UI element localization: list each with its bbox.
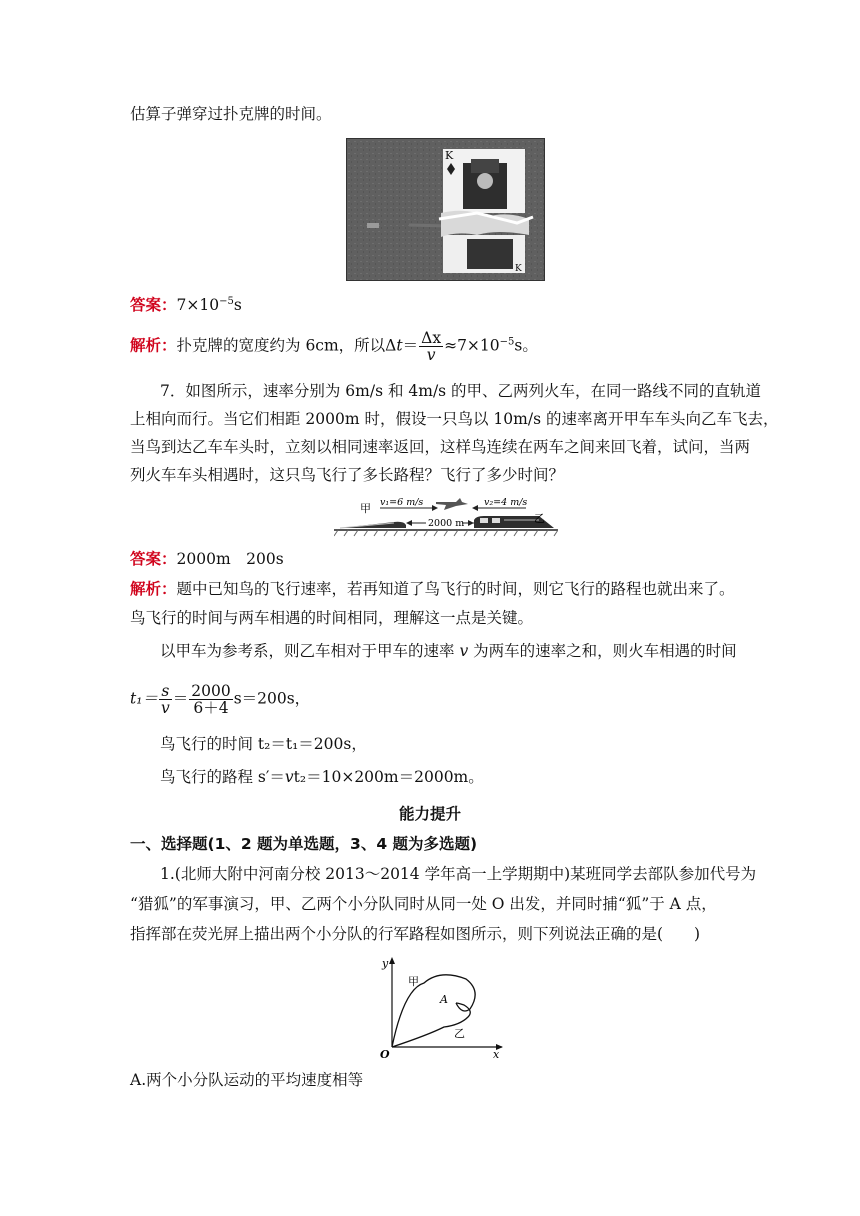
answer-value: 7×10 xyxy=(176,296,220,315)
eq3-v: v xyxy=(284,768,294,786)
playing-card-image xyxy=(347,139,544,280)
q1-line-1: 1.(北师大附中河南分校 2013～2014 学年高一上学期期中)某班同学去部队参加代号为 xyxy=(160,865,757,883)
equation-t2: 鸟飞行的时间 t₂＝t₁＝200s， xyxy=(160,735,367,753)
train-label-jia: 甲 xyxy=(360,502,371,515)
eq1-rhs: s＝200s， xyxy=(233,689,311,708)
q7-analysis-1 xyxy=(130,579,735,599)
intro-line: 估算子弹穿过扑克牌的时间。 xyxy=(130,105,332,123)
q1-line-3: 指挥部在荧光屏上描出两个小分队的行军路程如图所示，则下列说法正确的是( ) xyxy=(130,925,701,943)
y-label: y xyxy=(382,957,389,970)
v1-label: v₁=6 m/s xyxy=(380,497,424,508)
analysis-equals: ＝ xyxy=(402,336,419,355)
fraction-numerator: Δx xyxy=(421,329,442,347)
analysis-t: t xyxy=(396,336,403,355)
answer-label: 答案： xyxy=(130,550,177,568)
route-yi xyxy=(392,1003,470,1047)
analysis-3b: 为两车的速率之和，则火车相遇的时间 xyxy=(468,642,737,660)
fraction-2000-over-10 xyxy=(189,683,232,716)
analysis-exponent: −5 xyxy=(499,336,515,348)
v2-label: v₂=4 m/s xyxy=(484,497,528,508)
fraction-denominator xyxy=(419,347,443,363)
train-figure xyxy=(334,492,558,538)
q7-line-4: 列火车车头相遇时，这只鸟飞行了多长路程？飞行了多少时间？ xyxy=(130,466,565,484)
analysis-text: 扑克牌的宽度约为 6cm，所以Δ xyxy=(176,336,397,355)
equation-t1 xyxy=(130,683,310,716)
answer-exponent: −5 xyxy=(219,296,234,307)
origin-label: O xyxy=(380,1048,390,1060)
eq3-a: 鸟飞行的路程 s′＝ xyxy=(160,768,285,786)
playing-card-photo xyxy=(346,138,545,281)
fraction-s-over-v xyxy=(159,683,172,716)
analysis-3a: 以甲车为参考系，则乙车相对于甲车的速率 xyxy=(160,642,460,660)
eq1-f2-num: 2000 xyxy=(191,682,231,700)
train-label-yi: 乙 xyxy=(534,512,545,525)
eq1-f1-num: s xyxy=(159,683,172,700)
subsection-title: 一、选择题(1、2 题为单选题，3、4 题为多选题) xyxy=(130,835,478,853)
bird-icon xyxy=(436,498,468,510)
q7-analysis-3 xyxy=(160,641,737,661)
x-label: x xyxy=(493,1048,500,1060)
fraction-dx-over-v xyxy=(419,330,443,363)
analysis-text: 题中已知鸟的飞行速率，若再知道了鸟飞行的时间，则它飞行的路程也就出来了。 xyxy=(176,580,735,598)
card-letter-k: K xyxy=(445,149,454,162)
answer-label: 答案： xyxy=(130,296,177,315)
eq1-lhs: t₁＝ xyxy=(130,689,158,708)
q7-answer xyxy=(130,549,284,569)
route-figure xyxy=(378,955,508,1060)
section-title: 能力提升 xyxy=(398,805,461,823)
card-letter-k-bottom: K xyxy=(515,264,522,274)
equation-path xyxy=(160,767,484,787)
eq3-b: t₂＝10×200m＝2000m。 xyxy=(293,768,484,786)
analysis-tail: ≈7×10 xyxy=(444,336,500,355)
q1-option-a: A.两个小分队运动的平均速度相等 xyxy=(130,1071,364,1089)
jia-label: 甲 xyxy=(408,975,419,988)
analysis-label: 解析： xyxy=(130,336,177,355)
yi-label: 乙 xyxy=(454,1027,465,1040)
q6-analysis xyxy=(130,330,538,363)
distance-label: 2000 m xyxy=(428,518,465,529)
analysis-label: 解析： xyxy=(130,580,177,598)
answer-value: 2000m 200s xyxy=(176,550,284,568)
point-a-label: A xyxy=(440,993,448,1006)
analysis-end: s。 xyxy=(514,336,538,355)
eq1-f1-den: v xyxy=(160,699,170,717)
analysis-3v: v xyxy=(459,642,469,660)
q7-analysis-2: 鸟飞行的时间与两车相遇的时间相同，理解这一点是关键。 xyxy=(130,609,534,627)
q7-line-2: 上相向而行。当它们相距 2000m 时，假设一只鸟以 10m/s 的速率离开甲车车头向乙车飞去， xyxy=(130,410,779,428)
eq1-f2-den: 6＋4 xyxy=(193,699,229,717)
q6-answer xyxy=(130,292,242,315)
fraction-v: v xyxy=(426,346,436,364)
q7-line-3: 当鸟到达乙车车头时，立刻以相同速率返回，这样鸟连续在两车之间来回飞着，试问，当两 xyxy=(130,438,751,456)
answer-unit: s xyxy=(233,296,242,315)
q1-line-2: “猎狐”的军事演习，甲、乙两个小分队同时从同一处 O 出发，并同时捕“狐”于 A 点， xyxy=(130,895,717,913)
q7-line-1: 7．如图所示，速率分别为 6m/s 和 4m/s 的甲、乙两列火车，在同一路线不同的直轨道 xyxy=(160,382,762,400)
eq1-equals: ＝ xyxy=(172,689,189,708)
